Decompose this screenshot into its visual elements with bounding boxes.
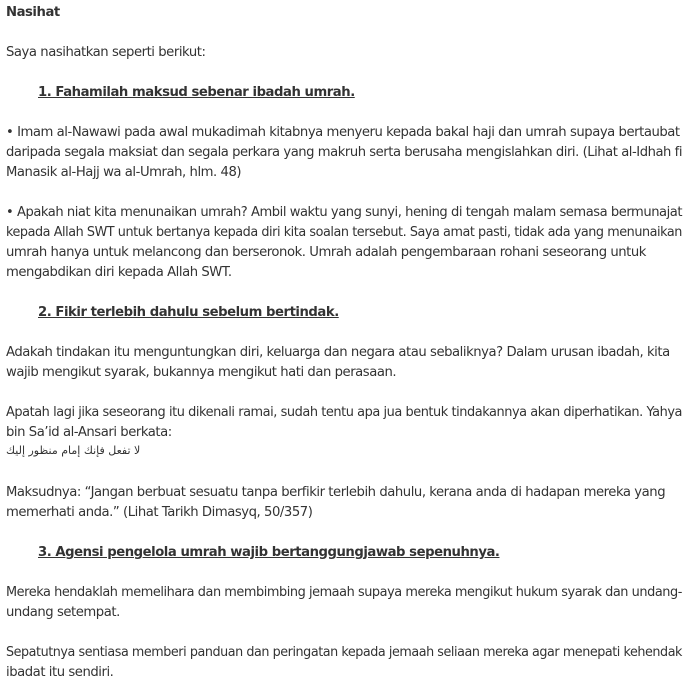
paragraph-line: memerhati anda.” (Lihat Tarikh Dimasyq, 50/357)	[6, 505, 313, 520]
paragraph-line: kepada Allah SWT untuk bertanya kepada diri kita soalan tersebut. Saya amat pasti, tidak ada yang menunaikan	[6, 225, 682, 240]
paragraph-line: undang setempat.	[6, 605, 120, 620]
paragraph-line: Adakah tindakan itu menguntungkan diri, keluarga dan negara atau sebaliknya? Dalam urusan ibadah, kita	[6, 345, 670, 360]
paragraph-line: Manasik al-Hajj wa al-Umrah, hlm. 48)	[6, 165, 242, 180]
section-3-heading: 3. Agensi pengelola umrah wajib bertanggungjawab sepenuhnya.	[38, 545, 500, 560]
arabic-quote: لا تفعل فإنك إمام منظور إليك	[6, 444, 141, 457]
paragraph-line: Sepatutnya sentiasa memberi panduan dan peringatan kepada jemaah seliaan mereka agar menepati kehendak	[6, 645, 683, 660]
intro-text: Saya nasihatkan seperti berikut:	[6, 45, 206, 60]
paragraph-line: mengabdikan diri kepada Allah SWT.	[6, 265, 232, 280]
paragraph-line: ibadat itu sendiri.	[6, 665, 114, 680]
paragraph-line: bin Sa’id al-Ansari berkata:	[6, 425, 172, 440]
section-1-heading: 1. Fahamilah maksud sebenar ibadah umrah.	[38, 85, 355, 100]
section-2-heading: 2. Fikir terlebih dahulu sebelum bertindak.	[38, 305, 339, 320]
paragraph-line: daripada segala maksiat dan segala perkara yang makruh serta berusaha mengislahkan diri. (Lihat al-Idhah fi	[6, 145, 683, 160]
paragraph-line: wajib mengikut syarak, bukannya mengikut hati dan perasaan.	[6, 365, 397, 380]
paragraph-line: • Imam al-Nawawi pada awal mukadimah kitabnya menyeru kepada bakal haji dan umrah supaya bertaubat	[6, 125, 680, 140]
article-title: Nasihat	[6, 5, 60, 20]
paragraph-line: Mereka hendaklah memelihara dan membimbing jemaah supaya mereka mengikut hukum syarak dan undang-	[6, 585, 682, 600]
paragraph-line: umrah hanya untuk melancong dan berseronok. Umrah adalah pengembaraan rohani seseorang untuk	[6, 245, 646, 260]
paragraph-line: • Apakah niat kita menunaikan umrah? Ambil waktu yang sunyi, hening di tengah malam semasa bermunajat	[6, 205, 683, 220]
paragraph-line: Apatah lagi jika seseorang itu dikenali ramai, sudah tentu apa jua bentuk tindakannya akan diperhatikan. Yahya	[6, 405, 682, 420]
paragraph-line: Maksudnya: “Jangan berbuat sesuatu tanpa berfikir terlebih dahulu, kerana anda di hadapan mereka yang	[6, 485, 666, 500]
